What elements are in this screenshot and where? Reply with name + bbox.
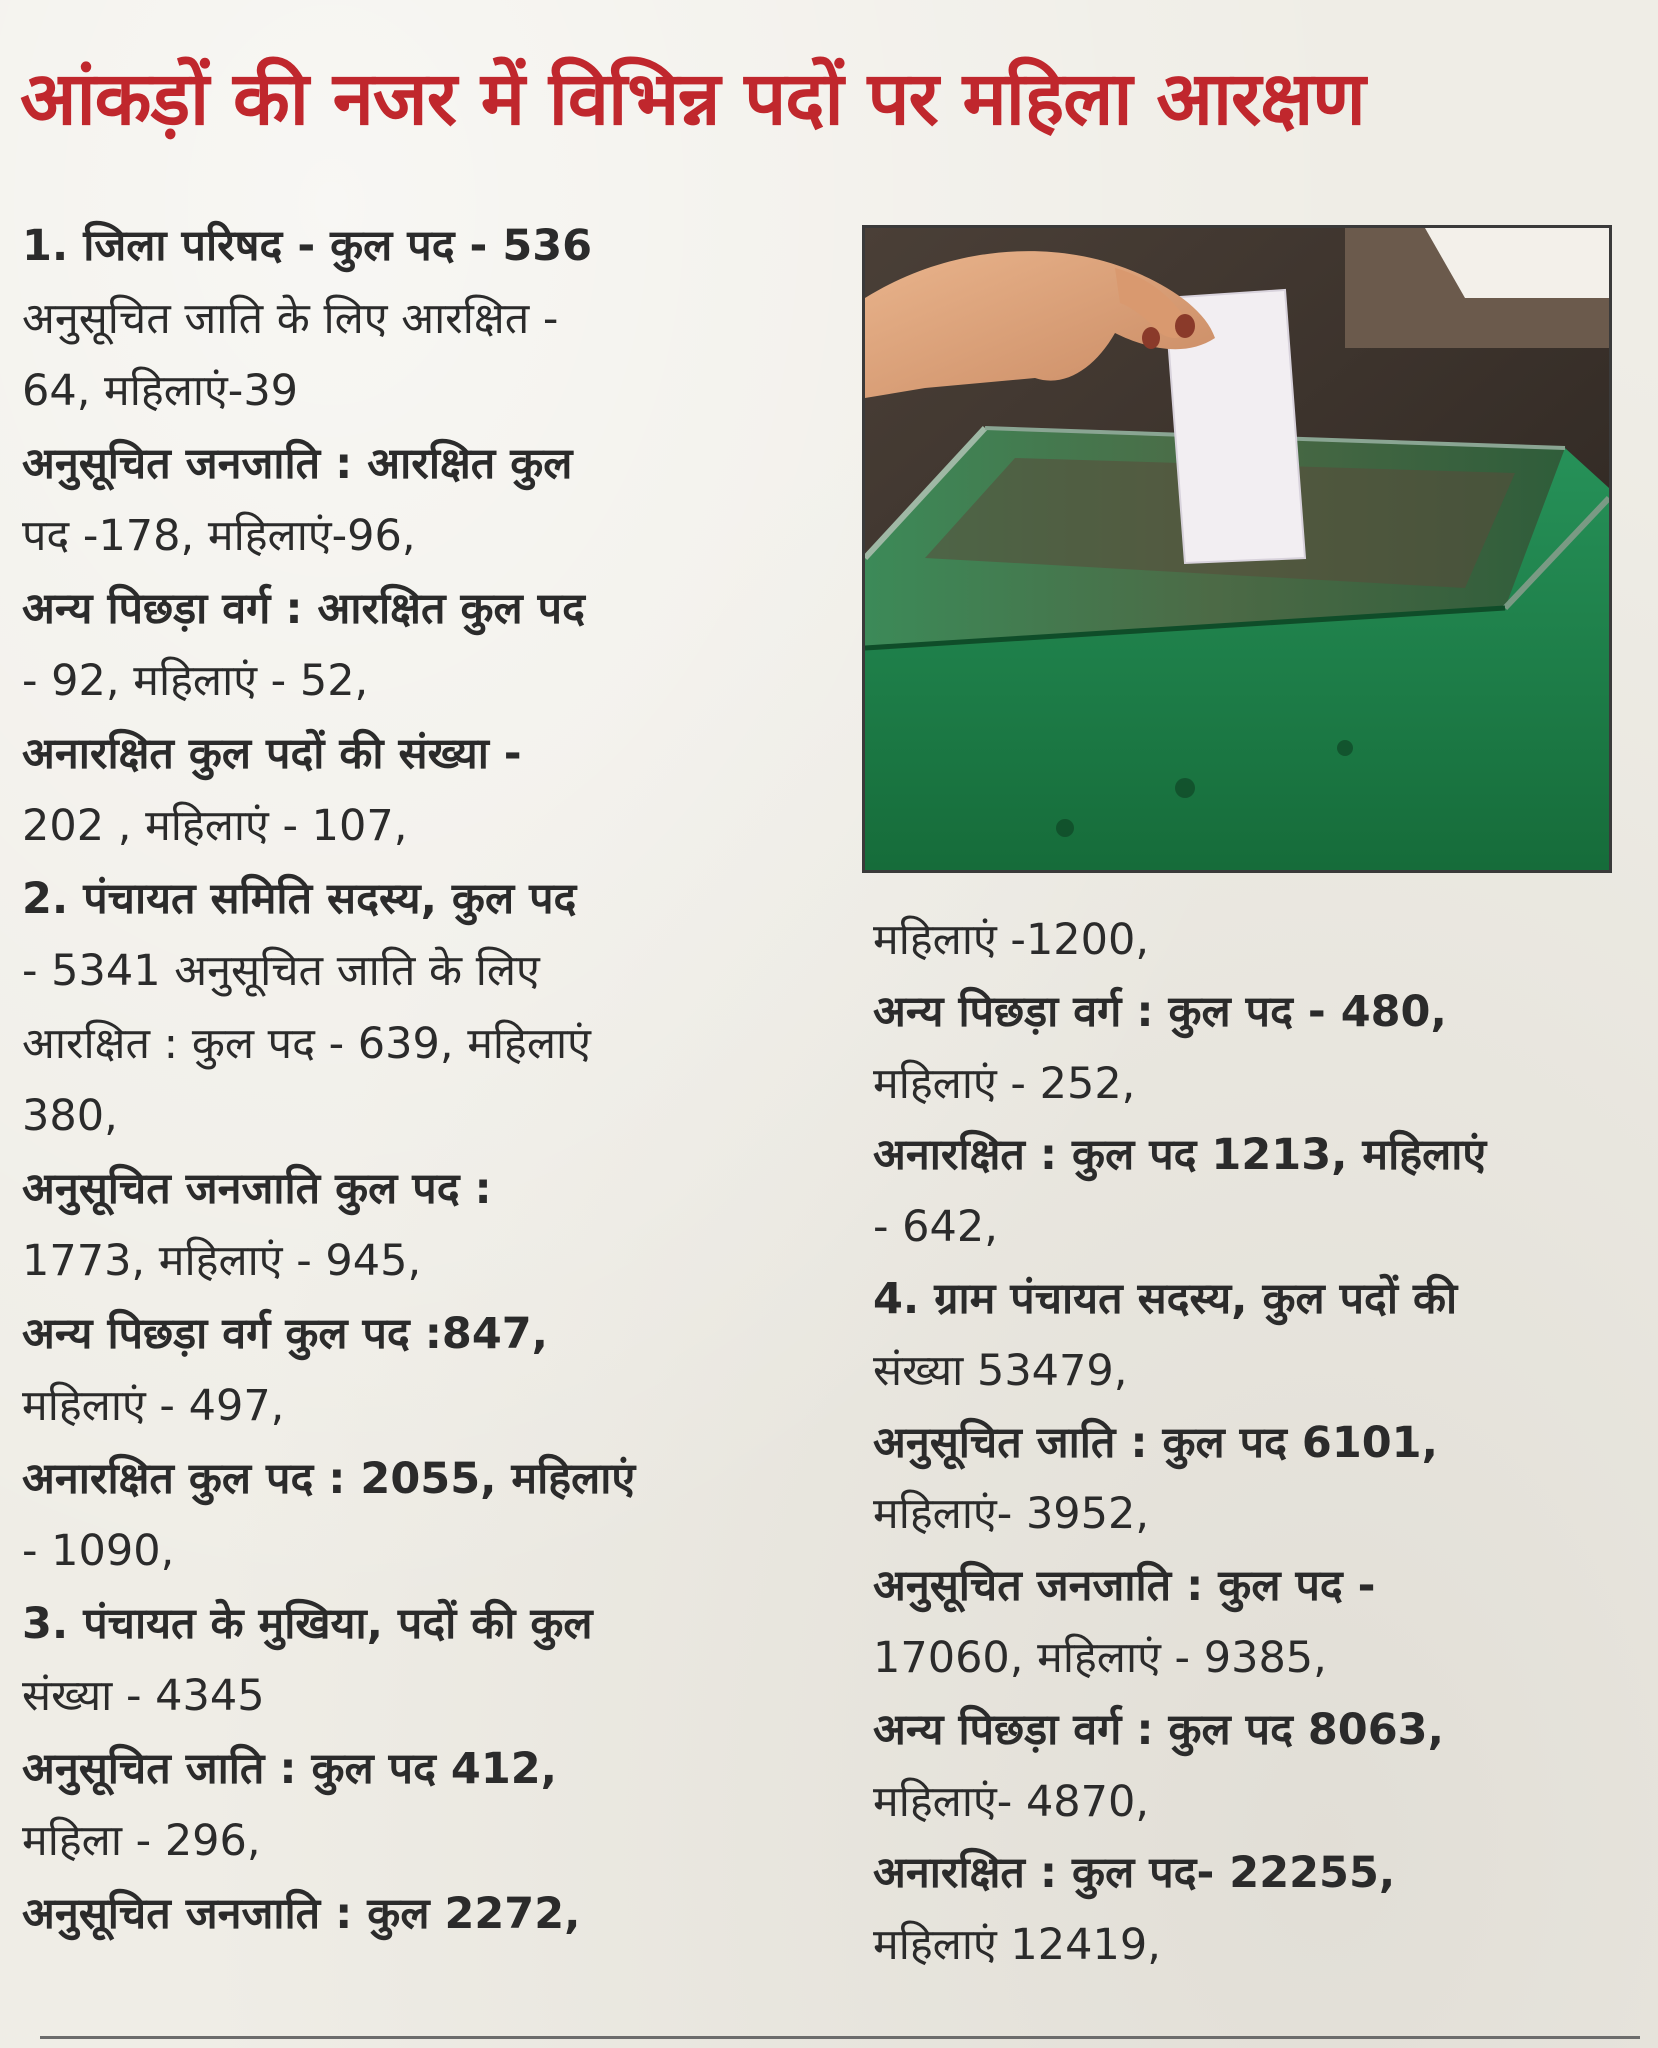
right-line: - 642, <box>873 1202 998 1253</box>
left-line: 2. पंचायत समिति सदस्य, कुल पद <box>22 873 577 924</box>
left-line: 202 , महिलाएं - 107, <box>22 801 408 851</box>
left-line: महिलाएं - 497, <box>22 1381 285 1431</box>
right-line: अनारक्षित : कुल पद 1213, महिलाएं <box>873 1130 1487 1181</box>
left-line: अनुसूचित जनजाति : कुल 2272, <box>22 1888 581 1939</box>
right-line: अन्य पिछड़ा वर्ग : कुल पद - 480, <box>873 986 1447 1037</box>
left-line: 3. पंचायत के मुखिया, पदों की कुल <box>22 1598 593 1649</box>
right-line: महिलाएं -1200, <box>873 915 1150 965</box>
left-line: अन्य पिछड़ा वर्ग कुल पद :847, <box>22 1308 549 1359</box>
left-line: 64, महिलाएं-39 <box>22 366 299 416</box>
left-line: पद -178, महिलाएं-96, <box>22 511 416 561</box>
headline: आंकड़ों की नजर में विभिन्न पदों पर महिला आरक्षण <box>20 56 1365 142</box>
left-line: महिला - 296, <box>22 1816 261 1866</box>
right-line: अनुसूचित जनजाति : कुल पद - <box>873 1561 1376 1612</box>
left-line: आरक्षित : कुल पद - 639, महिलाएं <box>22 1018 591 1069</box>
footer-rule <box>40 2036 1640 2039</box>
left-line: 1. जिला परिषद - कुल पद - 536 <box>22 221 593 271</box>
right-line: महिलाएं- 4870, <box>873 1776 1150 1827</box>
left-line: अनारक्षित कुल पद : 2055, महिलाएं <box>22 1453 636 1504</box>
left-line: - 92, महिलाएं - 52, <box>22 656 369 706</box>
left-line: अनुसूचित जाति के लिए आरक्षित - <box>22 293 559 344</box>
left-line: अनारक्षित कुल पदों की संख्या - <box>22 728 522 779</box>
right-line: महिलाएं- 3952, <box>873 1489 1150 1540</box>
ballot-box-photo <box>862 225 1612 873</box>
left-line: 380, <box>22 1091 118 1141</box>
left-line: संख्या - 4345 <box>22 1671 265 1721</box>
left-line: - 5341 अनुसूचित जाति के लिए <box>22 946 540 996</box>
left-line: अनुसूचित जनजाति कुल पद : <box>22 1163 492 1214</box>
right-column <box>873 905 1633 1982</box>
right-line: महिलाएं - 252, <box>873 1058 1136 1109</box>
left-line: अन्य पिछड़ा वर्ग : आरक्षित कुल पद <box>22 583 585 634</box>
right-line: अनुसूचित जाति : कुल पद 6101, <box>873 1417 1438 1468</box>
right-line: संख्या 53479, <box>873 1345 1128 1396</box>
right-line: अनारक्षित : कुल पद- 22255, <box>873 1848 1396 1899</box>
left-line: अनुसूचित जाति : कुल पद 412, <box>22 1743 558 1794</box>
left-line: अनुसूचित जनजाति : आरक्षित कुल <box>22 438 573 489</box>
left-line: 1773, महिलाएं - 945, <box>22 1236 422 1286</box>
left-line: - 1090, <box>22 1526 175 1576</box>
right-line: 17060, महिलाएं - 9385, <box>873 1632 1327 1683</box>
right-line: महिलाएं 12419, <box>873 1920 1161 1971</box>
right-line: 4. ग्राम पंचायत सदस्य, कुल पदों की <box>873 1273 1458 1324</box>
left-column <box>22 210 792 1950</box>
ballot-box-illustration <box>865 228 1609 870</box>
right-line: अन्य पिछड़ा वर्ग : कुल पद 8063, <box>873 1704 1444 1755</box>
